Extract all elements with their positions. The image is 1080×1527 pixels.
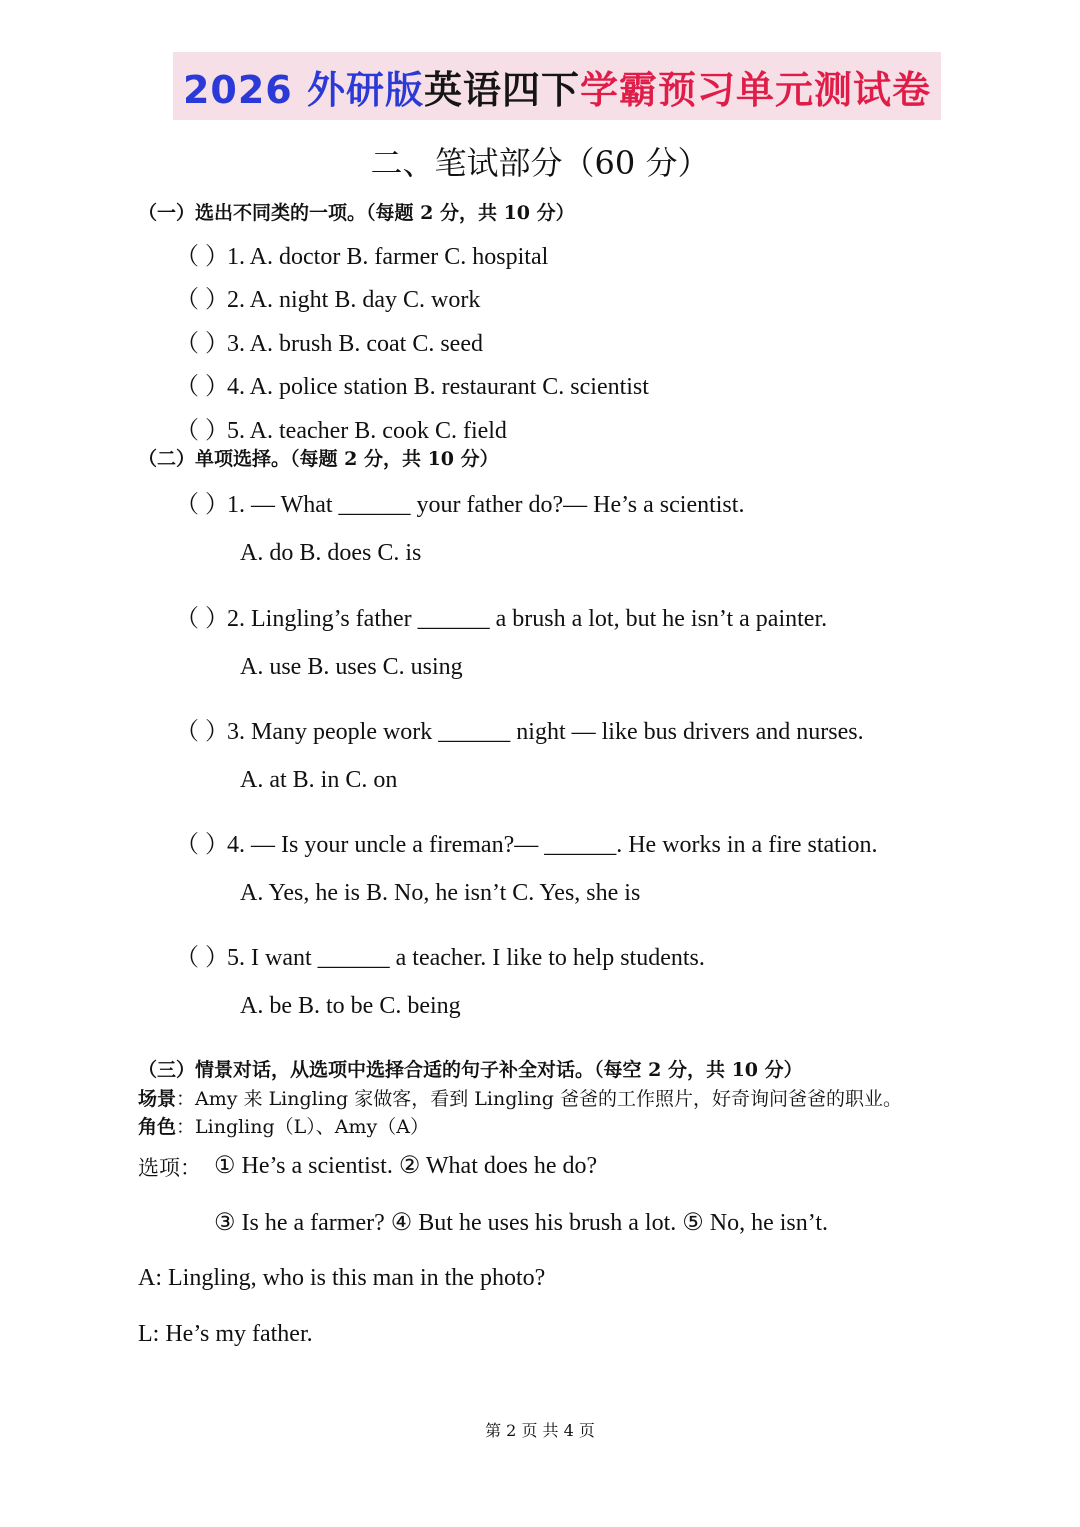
part2-question-1 [175,484,744,519]
question-text: 2. A. night B. day C. work [227,287,481,313]
answer-paren[interactable]: （ ） [175,244,229,270]
answer-paren[interactable]: （ ） [175,287,229,313]
part1-question-1 [175,236,548,271]
answer-paren[interactable]: （ ） [175,374,229,400]
scene-line [138,1084,902,1111]
question-text: 5. I want ______ a teacher. I like to help students. [227,945,705,971]
part1-question-5 [175,410,507,445]
part2-question-3 [175,711,864,746]
part2-question-2 [175,598,827,633]
banner-text-black: 英语四下 [423,67,580,112]
question-text: 2. Lingling’s father ______ a brush a lot, but he isn’t a painter. [227,606,828,632]
scene-text: ：Amy 来 Lingling 家做客，看到 Lingling 爸爸的工作照片，好奇询问爸爸的职业。 [176,1088,902,1110]
part2-question-4 [175,824,878,859]
choices-line-2: ③ Is he a farmer? ④ But he uses his brush a lot. ⑤ No, he isn’t. [214,1210,828,1236]
roles-label: 角色 [138,1116,177,1138]
dialog-line-2: L: He’s my father. [138,1321,313,1347]
choices-line-1: ① He’s a scientist. ② What does he do? [214,1153,598,1179]
answer-paren[interactable]: （ ） [175,606,229,632]
part1-heading: （一）选出不同类的一项。（每题 2 分，共 10 分） [138,202,575,224]
part1-question-3 [175,323,483,358]
scene-label: 场景 [138,1088,177,1110]
answer-paren[interactable]: （ ） [175,832,229,858]
question-text: 1. — What ______ your father do?— He’s a scientist. [227,492,745,518]
part3-heading: （三）情景对话，从选项中选择合适的句子补全对话。（每空 2 分，共 10 分） [138,1059,803,1081]
answer-paren[interactable]: （ ） [175,418,229,444]
answer-paren[interactable]: （ ） [175,719,229,745]
answer-paren[interactable]: （ ） [175,492,229,518]
part2-options-4: A. Yes, he is B. No, he isn’t C. Yes, she is [240,880,641,906]
question-text: 5. A. teacher B. cook C. field [227,418,507,444]
dialog-line-1: A: Lingling, who is this man in the photo? [138,1265,546,1291]
part2-options-2: A. use B. uses C. using [240,654,463,680]
banner-text-blue: 2026 外研版 [182,67,424,112]
choices-label: 选项： [138,1156,201,1180]
roles-line [138,1112,429,1139]
question-text: 4. A. police station B. restaurant C. scientist [227,374,649,400]
question-text: 1. A. doctor B. farmer C. hospital [227,244,549,270]
part2-question-5 [175,937,705,972]
banner-text-red: 学霸预习单元测试卷 [580,67,932,112]
part2-options-3: A. at B. in C. on [240,767,398,793]
page-footer: 第 2 页 共 4 页 [485,1421,595,1440]
roles-text: ：Lingling（L）、Amy（A） [176,1116,429,1138]
part2-options-5: A. be B. to be C. being [240,993,461,1019]
question-text: 3. A. brush B. coat C. seed [227,331,483,357]
part1-question-2 [175,279,480,314]
question-text: 3. Many people work ______ night — like bus drivers and nurses. [227,719,864,745]
section-title: 二、笔试部分（60 分） [370,144,710,182]
answer-paren[interactable]: （ ） [175,945,229,971]
part2-heading: （二）单项选择。（每题 2 分，共 10 分） [138,448,499,470]
question-text: 4. — Is your uncle a fireman?— ______. He works in a fire station. [227,832,878,858]
answer-paren[interactable]: （ ） [175,331,229,357]
part2-options-1: A. do B. does C. is [240,540,422,566]
part1-question-4 [175,366,649,401]
title-banner [173,52,941,120]
